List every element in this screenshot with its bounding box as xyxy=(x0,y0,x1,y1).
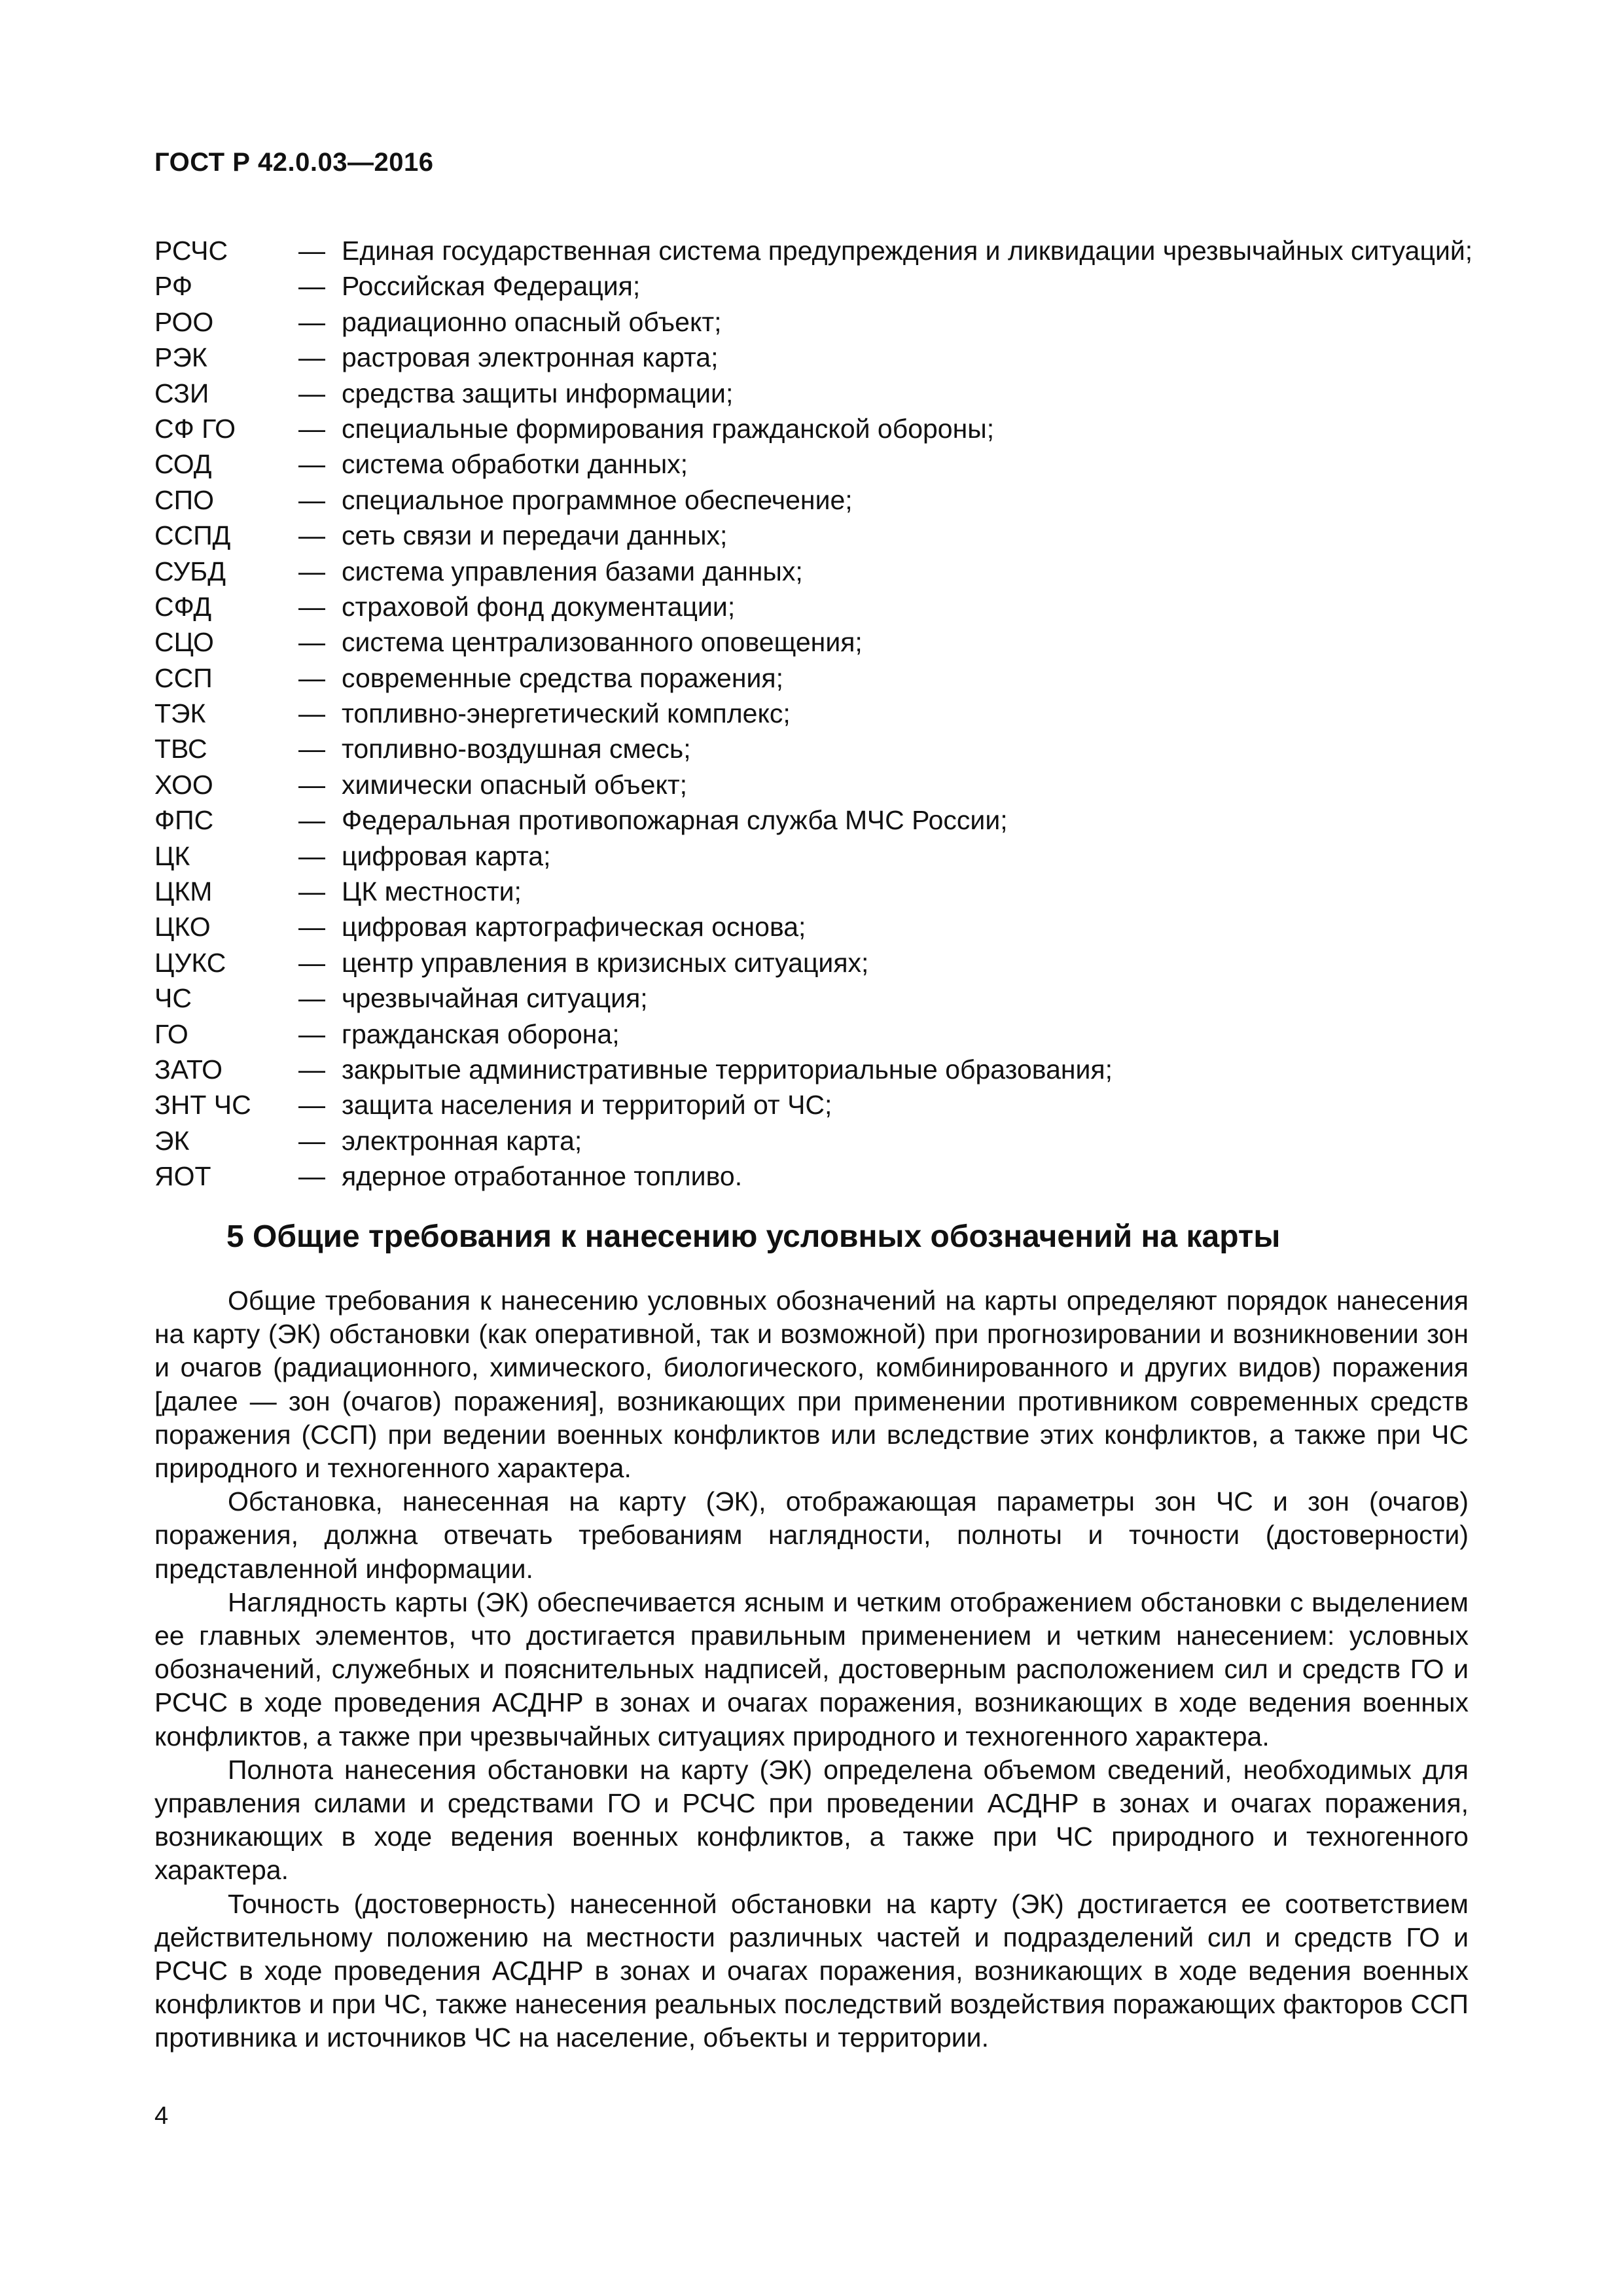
abbreviation-dash: — xyxy=(298,271,325,302)
abbreviation-definition: специальные формирования гражданской обороны; xyxy=(342,413,995,444)
abbreviation-term: СОД xyxy=(154,449,212,480)
abbreviation-list xyxy=(154,233,1489,1194)
abbreviation-dash: — xyxy=(298,769,325,800)
abbreviation-term: ЗНТ ЧС xyxy=(154,1090,251,1121)
abbreviation-row xyxy=(154,945,1489,980)
abbreviation-row xyxy=(154,304,1489,340)
abbreviation-term: ЦКМ xyxy=(154,876,213,907)
abbreviation-dash: — xyxy=(298,1054,325,1085)
abbreviation-term: ФПС xyxy=(154,805,214,836)
abbreviation-dash: — xyxy=(298,734,325,764)
abbreviation-term: ХОО xyxy=(154,769,213,800)
abbreviation-row xyxy=(154,838,1489,874)
abbreviation-definition: закрытые административные территориальные образования; xyxy=(342,1054,1113,1085)
abbreviation-term: ТЭК xyxy=(154,698,206,729)
abbreviation-definition: ЦК местности; xyxy=(342,876,522,907)
abbreviation-row xyxy=(154,268,1489,304)
abbreviation-row xyxy=(154,696,1489,731)
abbreviation-term: СЗИ xyxy=(154,378,209,408)
abbreviation-dash: — xyxy=(298,236,325,266)
abbreviation-dash: — xyxy=(298,449,325,480)
abbreviation-dash: — xyxy=(298,662,325,693)
abbreviation-term: ЦК xyxy=(154,840,190,871)
abbreviation-row xyxy=(154,802,1489,838)
abbreviation-row xyxy=(154,233,1489,268)
abbreviation-dash: — xyxy=(298,484,325,515)
abbreviation-row xyxy=(154,1087,1489,1122)
section-title: 5 Общие требования к нанесению условных обозначений на карты xyxy=(226,1219,1281,1254)
abbreviation-definition: чрезвычайная ситуация; xyxy=(342,983,648,1014)
abbreviation-term: РСЧС xyxy=(154,236,228,266)
abbreviation-term: ССП xyxy=(154,662,213,693)
abbreviation-term: ЦКО xyxy=(154,912,211,942)
abbreviation-row xyxy=(154,589,1489,624)
section-body xyxy=(154,1284,1469,2055)
abbreviation-definition: центр управления в кризисных ситуациях; xyxy=(342,947,869,978)
abbreviation-definition: сеть связи и передачи данных; xyxy=(342,520,728,551)
abbreviation-term: ГО xyxy=(154,1018,188,1049)
abbreviation-term: ЗАТО xyxy=(154,1054,223,1085)
abbreviation-row xyxy=(154,1016,1489,1052)
abbreviation-term: СЦО xyxy=(154,627,214,658)
abbreviation-dash: — xyxy=(298,1018,325,1049)
abbreviation-row xyxy=(154,482,1489,518)
paragraph: Общие требования к нанесению условных обозначений на карты определяют порядок нанесения на карту (ЭК) обстановки (как оперативной, так и возможной) при прогнозировании и возникновении зон и очагов (радиационного, химического, биологического, комбинированного и других видов) поражения [далее — зон (очагов) поражения], возникающих при применении противником современных средств поражения (ССП) при ведении военных конфликтов или вследствие этих конфликтов, а также при ЧС природного и техногенного характера. xyxy=(154,1285,1469,1484)
abbreviation-dash: — xyxy=(298,876,325,907)
abbreviation-definition: средства защиты информации; xyxy=(342,378,734,408)
abbreviation-dash: — xyxy=(298,378,325,408)
abbreviation-row xyxy=(154,376,1489,411)
abbreviation-row xyxy=(154,767,1489,802)
abbreviation-definition: гражданская оборона; xyxy=(342,1018,620,1049)
abbreviation-row xyxy=(154,554,1489,589)
paragraph: Наглядность карты (ЭК) обеспечивается ясным и четким отображением обстановки с выделением ее главных элементов, что достигается правильным применением и четким нанесением: условных обозначений, служебных и пояснительных надписей, достоверным расположением сил и средств ГО и РСЧС в ходе проведения АСДНР в зонах и очагах поражения, возникающих в ходе ведения военных конфликтов, а также при чрезвычайных ситуациях природного и техногенного характера. xyxy=(154,1587,1469,1751)
paragraph: Обстановка, нанесенная на карту (ЭК), отображающая параметры зон ЧС и зон (очагов) поражения, должна отвечать требованиям наглядности, полноты и точности (достоверности) представленной информации. xyxy=(154,1486,1469,1584)
abbreviation-term: ЭК xyxy=(154,1125,190,1156)
abbreviation-dash: — xyxy=(298,1125,325,1156)
abbreviation-definition: система централизованного оповещения; xyxy=(342,627,863,658)
abbreviation-row xyxy=(154,411,1489,446)
abbreviation-term: РЭК xyxy=(154,342,207,373)
paragraph: Полнота нанесения обстановки на карту (ЭК) определена объемом сведений, необходимых для управления силами и средствами ГО и РСЧС при проведении АСДНР в зонах и очагах поражения, возникающих в ходе ведения военных конфликтов, а также при ЧС природного и техногенного характера. xyxy=(154,1754,1469,1886)
abbreviation-dash: — xyxy=(298,840,325,871)
abbreviation-dash: — xyxy=(298,912,325,942)
abbreviation-definition: топливно-воздушная смесь; xyxy=(342,734,691,764)
abbreviation-definition: защита населения и территорий от ЧС; xyxy=(342,1090,832,1121)
abbreviation-row xyxy=(154,731,1489,766)
abbreviation-row xyxy=(154,1158,1489,1194)
abbreviation-term: СФД xyxy=(154,591,212,622)
abbreviation-term: СУБД xyxy=(154,556,226,586)
abbreviation-definition: электронная карта; xyxy=(342,1125,582,1156)
abbreviation-dash: — xyxy=(298,983,325,1014)
abbreviation-dash: — xyxy=(298,591,325,622)
abbreviation-dash: — xyxy=(298,805,325,836)
abbreviation-row xyxy=(154,340,1489,375)
abbreviation-definition: радиационно опасный объект; xyxy=(342,306,722,337)
abbreviation-row xyxy=(154,624,1489,660)
abbreviation-term: СПО xyxy=(154,484,214,515)
abbreviation-term: ССПД xyxy=(154,520,231,551)
abbreviation-definition: современные средства поражения; xyxy=(342,662,783,693)
abbreviation-definition: специальное программное обеспечение; xyxy=(342,484,853,515)
abbreviation-dash: — xyxy=(298,413,325,444)
abbreviation-dash: — xyxy=(298,1090,325,1121)
abbreviation-definition: растровая электронная карта; xyxy=(342,342,719,373)
abbreviation-term: РФ xyxy=(154,271,193,302)
abbreviation-definition: Федеральная противопожарная служба МЧС России; xyxy=(342,805,1008,836)
abbreviation-term: ЧС xyxy=(154,983,192,1014)
abbreviation-definition: химически опасный объект; xyxy=(342,769,688,800)
abbreviation-definition: система управления базами данных; xyxy=(342,556,803,586)
abbreviation-definition: цифровая карта; xyxy=(342,840,551,871)
abbreviation-dash: — xyxy=(298,306,325,337)
abbreviation-dash: — xyxy=(298,342,325,373)
abbreviation-dash: — xyxy=(298,947,325,978)
abbreviation-term: ЦУКС xyxy=(154,947,226,978)
abbreviation-definition: страховой фонд документации; xyxy=(342,591,736,622)
abbreviation-row xyxy=(154,980,1489,1016)
abbreviation-definition: ядерное отработанное топливо. xyxy=(342,1161,743,1192)
abbreviation-term: СФ ГО xyxy=(154,413,236,444)
abbreviation-definition: система обработки данных; xyxy=(342,449,688,480)
abbreviation-definition: Российская Федерация; xyxy=(342,271,641,302)
abbreviation-row xyxy=(154,1052,1489,1087)
page-number: 4 xyxy=(154,2102,169,2130)
abbreviation-dash: — xyxy=(298,1161,325,1192)
abbreviation-definition: топливно-энергетический комплекс; xyxy=(342,698,791,729)
abbreviation-row xyxy=(154,874,1489,909)
abbreviation-row xyxy=(154,660,1489,696)
abbreviation-term: РОО xyxy=(154,306,214,337)
abbreviation-dash: — xyxy=(298,520,325,551)
document-header: ГОСТ Р 42.0.03—2016 xyxy=(154,148,434,177)
abbreviation-row xyxy=(154,446,1489,482)
abbreviation-row xyxy=(154,1123,1489,1158)
abbreviation-dash: — xyxy=(298,627,325,658)
abbreviation-row xyxy=(154,909,1489,944)
paragraph: Точность (достоверность) нанесенной обстановки на карту (ЭК) достигается ее соответствием действительному положению на местности различных частей и подразделений сил и средств ГО и РСЧС в ходе проведения АСДНР в зонах и очагах поражения, возникающих в ходе ведения военных конфликтов и при ЧС, также нанесения реальных последствий воздействия поражающих факторов ССП противника и источников ЧС на население, объекты и территории. xyxy=(154,1888,1469,2053)
abbreviation-row xyxy=(154,518,1489,553)
abbreviation-term: ЯОТ xyxy=(154,1161,211,1192)
abbreviation-dash: — xyxy=(298,698,325,729)
abbreviation-dash: — xyxy=(298,556,325,586)
abbreviation-term: ТВС xyxy=(154,734,207,764)
abbreviation-definition: Единая государственная система предупреждения и ликвидации чрезвычайных ситуаций; xyxy=(342,236,1473,266)
abbreviation-definition: цифровая картографическая основа; xyxy=(342,912,806,942)
